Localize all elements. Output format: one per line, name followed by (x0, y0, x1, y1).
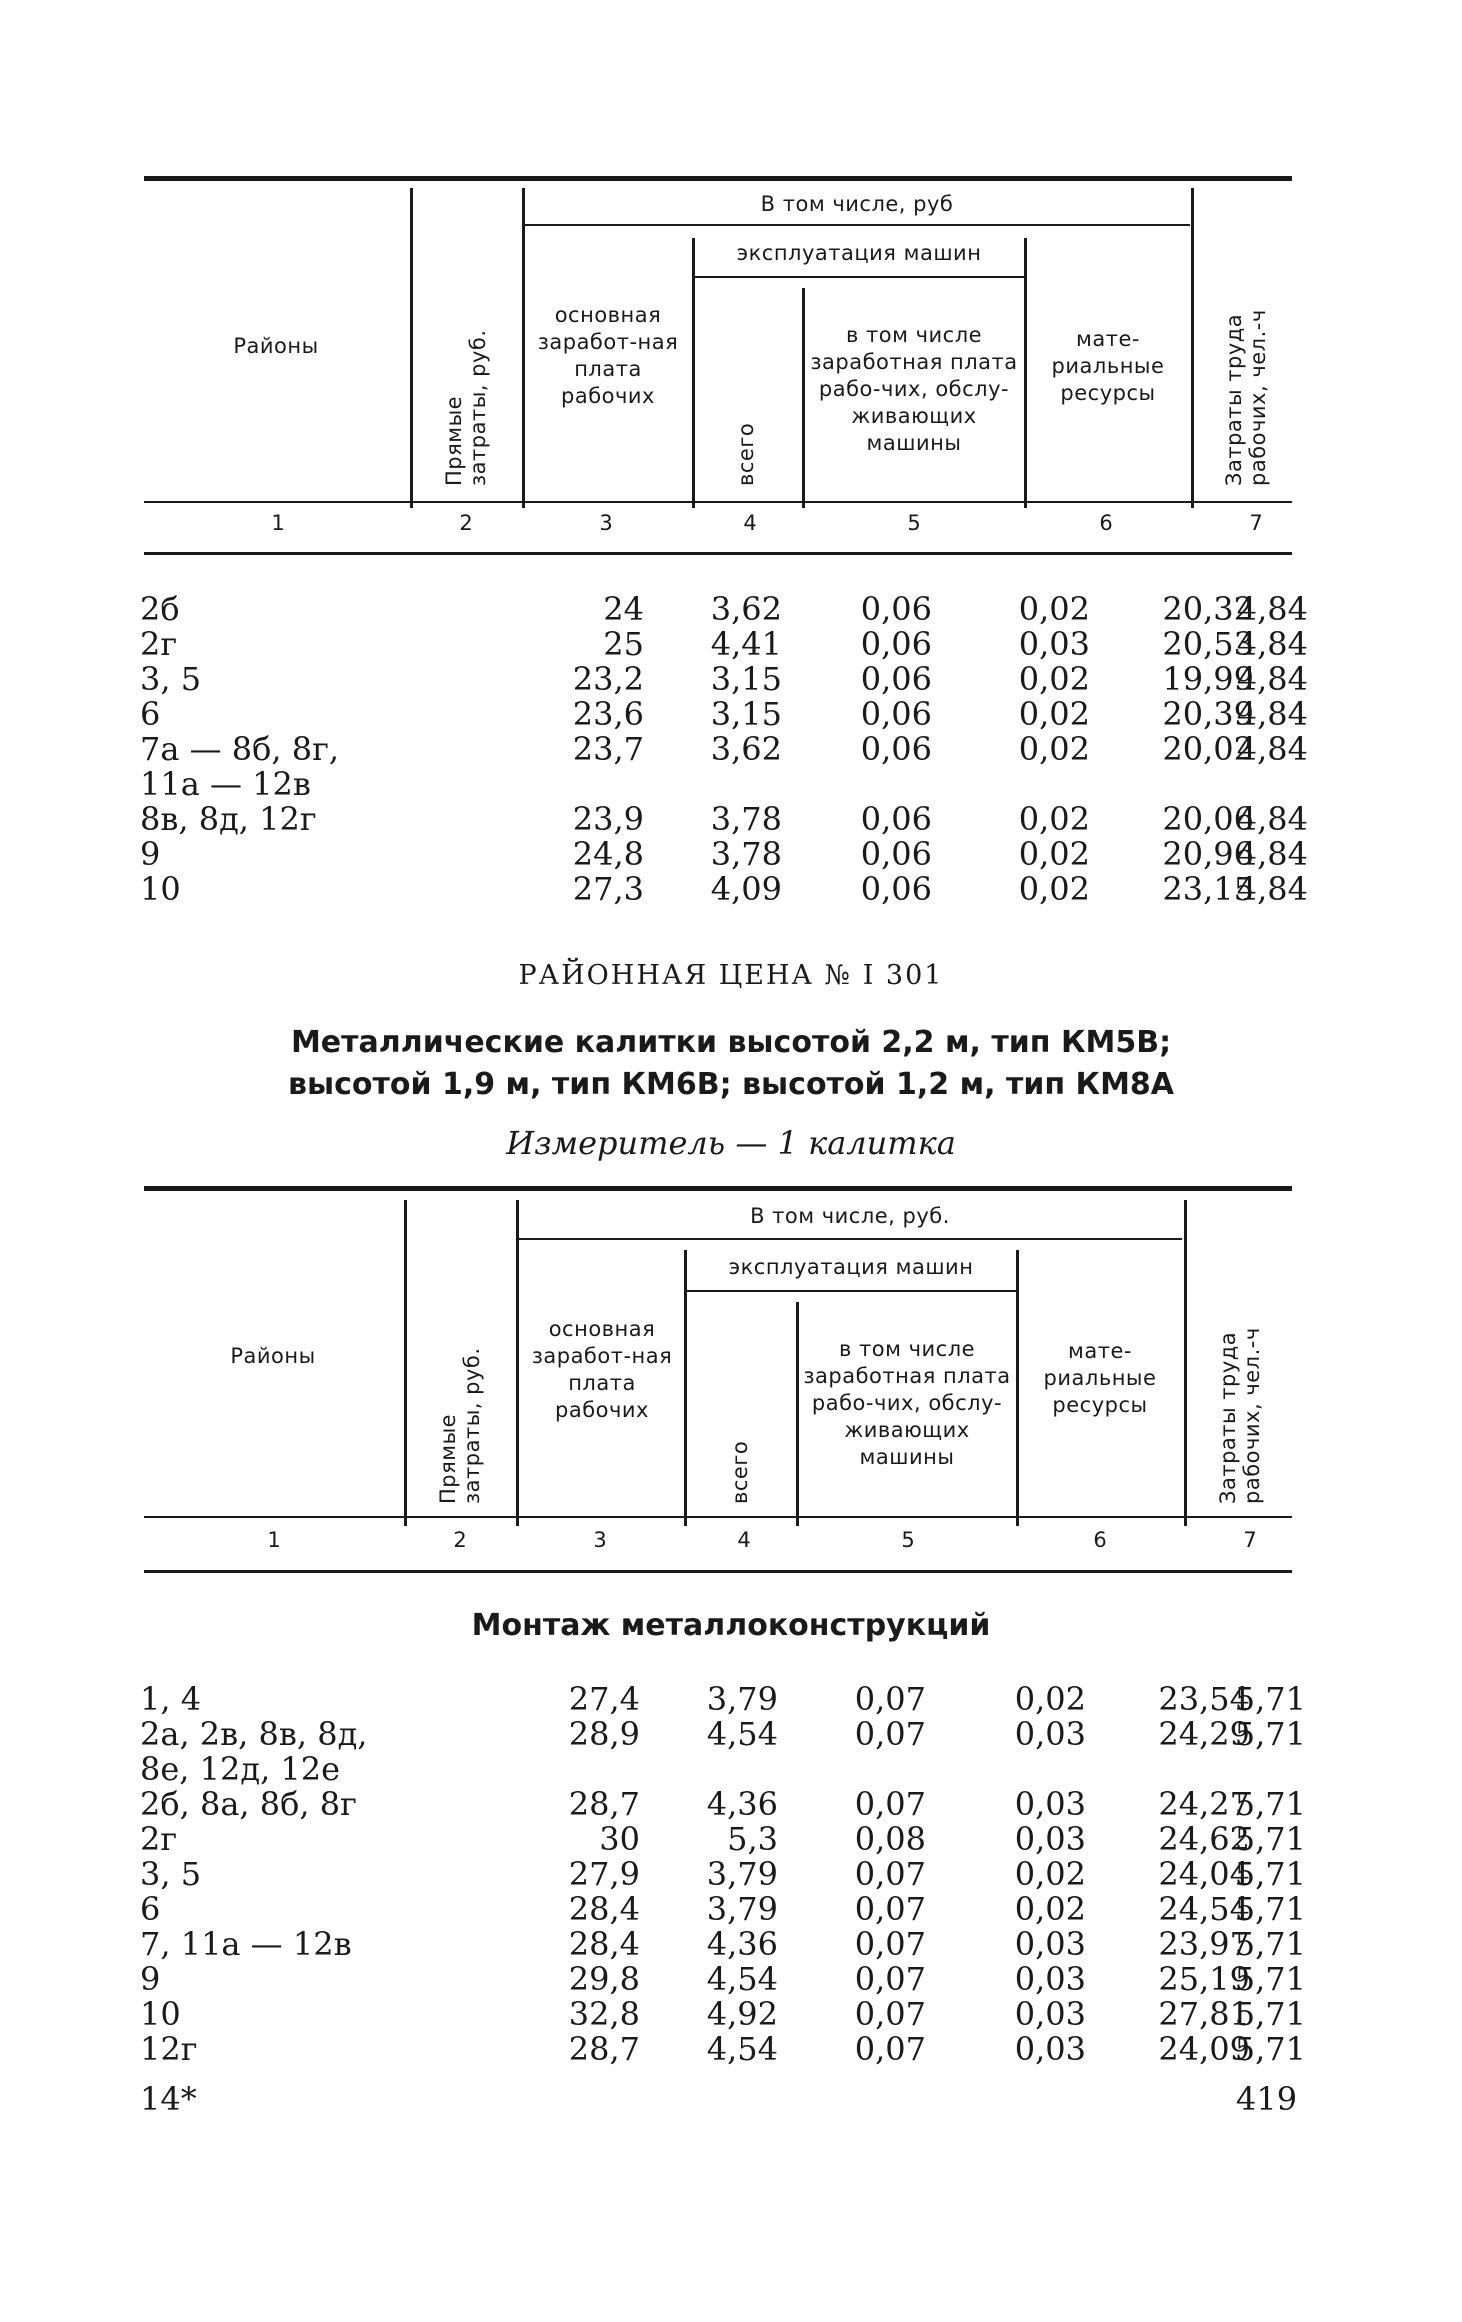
value-cell-c5: 0,02 (1018, 695, 1090, 733)
value-cell-c4: 0,07 (854, 1715, 926, 1753)
value-cell-c4: 0,06 (860, 695, 932, 733)
value-cell-c7: 5,71 (1234, 1680, 1306, 1718)
header-col2-text: Прямые затраты, руб. (442, 329, 490, 486)
header-col7-text: Затраты труда рабочих, чел.-ч (1222, 309, 1270, 486)
header2-num-7: 7 (1243, 1528, 1257, 1552)
value-cell-c6: 20,02 (1162, 730, 1254, 768)
value-cell-c3: 3,15 (710, 660, 782, 698)
value-cell-c2: 30 (599, 1820, 640, 1858)
header2-col7-text: Затраты труда рабочих, чел.-ч (1216, 1327, 1264, 1504)
table-row (140, 625, 1308, 663)
table-row (140, 767, 1300, 802)
value-cell-c5: 0,03 (1014, 2030, 1086, 2068)
value-cell-c2: 28,7 (568, 2030, 640, 2068)
value-cell-c7: 5,71 (1234, 1820, 1306, 1858)
table-row (140, 870, 1308, 908)
value-cell-c6: 20,39 (1162, 695, 1254, 733)
table-row (140, 1680, 1306, 1718)
value-cell-c2: 27,9 (568, 1855, 640, 1893)
header-col4: всего (734, 422, 758, 486)
region-cell: 8в, 8д, 12г (140, 800, 317, 838)
value-cell-c7: 4,84 (1236, 625, 1308, 663)
value-cell-c4: 0,08 (854, 1820, 926, 1858)
header-col3: основная заработ-ная плата рабочих (537, 303, 679, 408)
region-cell: 12г (140, 2030, 198, 2068)
value-cell-c2: 32,8 (568, 1995, 640, 2033)
value-cell-c5: 0,02 (1018, 835, 1090, 873)
value-cell-c3: 4,36 (706, 1925, 778, 1963)
value-cell-c5: 0,02 (1018, 730, 1090, 768)
value-cell-c6: 20,06 (1162, 800, 1254, 838)
header-col1: Районы (233, 333, 319, 358)
value-cell-c2: 28,9 (568, 1715, 640, 1753)
table-row (140, 800, 1308, 838)
value-cell-c5: 0,03 (1018, 625, 1090, 663)
table-row (140, 590, 1308, 628)
value-cell-c3: 3,62 (710, 590, 782, 628)
region-cell: 10 (140, 870, 181, 908)
value-cell-c7: 4,84 (1236, 695, 1308, 733)
value-cell-c3: 3,79 (706, 1855, 778, 1893)
value-cell-c7: 5,71 (1234, 1785, 1306, 1823)
table-row (140, 730, 1308, 768)
header2-group-label: В том числе, руб. (750, 1203, 950, 1228)
header2-col1: Районы (230, 1343, 316, 1368)
value-cell-c2: 28,7 (568, 1785, 640, 1823)
value-cell-c4: 0,07 (854, 1925, 926, 1963)
value-cell-c7: 5,71 (1234, 1715, 1306, 1753)
value-cell-c4: 0,06 (860, 800, 932, 838)
value-cell-c4: 0,06 (860, 835, 932, 873)
value-cell-c2: 27,3 (572, 870, 644, 908)
header-num-6: 6 (1099, 511, 1113, 535)
value-cell-c6: 27,81 (1158, 1995, 1250, 2033)
table-row (140, 1995, 1306, 2033)
header-machines-label: эксплуатация машин (736, 240, 982, 265)
value-cell-c4: 0,06 (860, 625, 932, 663)
value-cell-c7: 4,84 (1236, 835, 1308, 873)
header-col6: мате-риальные ресурсы (1051, 326, 1165, 405)
main-title-line2: высотой 1,9 м, тип КМ6В; высотой 1,2 м, тип КМ8А (287, 1067, 1175, 1102)
value-cell-c5: 0,02 (1018, 590, 1090, 628)
header2-machines-label: эксплуатация машин (728, 1254, 974, 1279)
region-cell: 2б (140, 590, 180, 628)
value-cell-c7: 5,71 (1234, 1890, 1306, 1928)
value-cell-c2: 27,4 (568, 1680, 640, 1718)
value-cell-c5: 0,02 (1018, 870, 1090, 908)
value-cell-c6: 24,09 (1158, 2030, 1250, 2068)
value-cell-c6: 20,32 (1162, 590, 1254, 628)
value-cell-c3: 3,62 (710, 730, 782, 768)
value-cell-c5: 0,03 (1014, 1785, 1086, 1823)
value-cell-c6: 23,54 (1158, 1680, 1250, 1718)
region-cell: 9 (140, 835, 161, 873)
table-row (140, 1960, 1306, 1998)
value-cell-c3: 4,54 (706, 1960, 778, 1998)
value-cell-c4: 0,07 (854, 1680, 926, 1718)
header-num-3: 3 (599, 511, 613, 535)
value-cell-c3: 3,78 (710, 800, 782, 838)
table-row (140, 1890, 1306, 1928)
section-title: Монтаж металлоконструкций (471, 1608, 991, 1643)
value-cell-c3: 3,78 (710, 835, 782, 873)
region-cell: 2а, 2в, 8в, 8д, (140, 1715, 368, 1753)
region-cell: 7, 11а — 12в (140, 1925, 352, 1963)
region-cell: 2г (140, 625, 178, 663)
value-cell-c4: 0,07 (854, 1960, 926, 1998)
value-cell-c6: 25,19 (1158, 1960, 1250, 1998)
header2-num-6: 6 (1093, 1528, 1107, 1552)
value-cell-c7: 4,84 (1236, 870, 1308, 908)
main-title-line1: Металлические калитки высотой 2,2 м, тип КМ5В; (290, 1025, 1172, 1060)
region-cell: 2г (140, 1820, 178, 1858)
region-cell: 2б, 8а, 8б, 8г (140, 1785, 357, 1823)
table-row (140, 1752, 1300, 1787)
price-title: РАЙОННАЯ ЦЕНА № I 301 (518, 960, 944, 991)
table-row (140, 1715, 1306, 1753)
value-cell-c2: 28,4 (568, 1890, 640, 1928)
value-cell-c4: 0,07 (854, 1855, 926, 1893)
table1-header (144, 176, 1292, 556)
header2-col3: основная заработ-ная плата рабочих (531, 1317, 673, 1422)
header-num-5: 5 (907, 511, 921, 535)
value-cell-c3: 4,36 (706, 1785, 778, 1823)
value-cell-c4: 0,06 (860, 660, 932, 698)
value-cell-c2: 23,9 (572, 800, 644, 838)
value-cell-c6: 23,97 (1158, 1925, 1250, 1963)
value-cell-c6: 24,29 (1158, 1715, 1250, 1753)
header-group-label: В том числе, руб (760, 191, 954, 216)
value-cell-c7: 4,84 (1236, 660, 1308, 698)
value-cell-c5: 0,03 (1014, 1995, 1086, 2033)
value-cell-c5: 0,03 (1014, 1960, 1086, 1998)
value-cell-c6: 24,04 (1158, 1855, 1250, 1893)
value-cell-c2: 25 (603, 625, 644, 663)
region-cell: 3, 5 (140, 1855, 202, 1893)
value-cell-c6: 19,99 (1162, 660, 1254, 698)
value-cell-c7: 4,84 (1236, 800, 1308, 838)
header2-num-1: 1 (267, 1528, 281, 1552)
value-cell-c6: 24,54 (1158, 1890, 1250, 1928)
value-cell-c3: 4,92 (706, 1995, 778, 2033)
value-cell-c2: 23,7 (572, 730, 644, 768)
value-cell-c7: 5,71 (1234, 1855, 1306, 1893)
value-cell-c7: 4,84 (1236, 590, 1308, 628)
value-cell-c4: 0,07 (854, 1785, 926, 1823)
table1-body (140, 590, 1308, 908)
value-cell-c7: 5,71 (1234, 1960, 1306, 1998)
header2-col2-text: Прямые затраты, руб. (436, 1347, 484, 1504)
value-cell-c3: 3,79 (706, 1680, 778, 1718)
value-cell-c5: 0,02 (1018, 800, 1090, 838)
region-cell: 1, 4 (140, 1680, 202, 1718)
value-cell-c7: 5,71 (1234, 1995, 1306, 2033)
value-cell-c3: 4,54 (706, 2030, 778, 2068)
value-cell-c2: 23,6 (572, 695, 644, 733)
value-cell-c7: 5,71 (1234, 2030, 1306, 2068)
region-cell: 11а — 12в (140, 765, 311, 803)
value-cell-c5: 0,02 (1014, 1855, 1086, 1893)
table-row (140, 1785, 1306, 1823)
value-cell-c3: 4,41 (710, 625, 782, 663)
value-cell-c2: 28,4 (568, 1925, 640, 1963)
value-cell-c3: 4,54 (706, 1715, 778, 1753)
value-cell-c6: 24,62 (1158, 1820, 1250, 1858)
table-row (140, 660, 1308, 698)
value-cell-c6: 24,27 (1158, 1785, 1250, 1823)
table2-header (144, 1186, 1292, 1576)
header-num-2: 2 (459, 511, 473, 535)
unit-of-measure: Измеритель — 1 калитка (506, 1124, 956, 1162)
header2-num-3: 3 (593, 1528, 607, 1552)
table-row (140, 1925, 1306, 1963)
value-cell-c2: 24,8 (572, 835, 644, 873)
table-row (140, 835, 1308, 873)
region-cell: 6 (140, 695, 161, 733)
header2-col2 (436, 1244, 484, 1504)
header2-col7 (1216, 1244, 1264, 1504)
value-cell-c4: 0,07 (854, 1890, 926, 1928)
value-cell-c6: 23,15 (1162, 870, 1254, 908)
value-cell-c2: 24 (603, 590, 644, 628)
header-col7 (1222, 226, 1270, 486)
region-cell: 3, 5 (140, 660, 202, 698)
value-cell-c7: 4,84 (1236, 730, 1308, 768)
region-cell: 8е, 12д, 12е (140, 1750, 341, 1788)
page-number: 419 (1236, 2080, 1298, 2118)
table-row (140, 695, 1308, 733)
signature-mark: 14* (140, 2080, 197, 2118)
value-cell-c3: 4,09 (710, 870, 782, 908)
value-cell-c5: 0,03 (1014, 1820, 1086, 1858)
table-row (140, 2030, 1306, 2068)
region-cell: 10 (140, 1995, 181, 2033)
value-cell-c3: 3,79 (706, 1890, 778, 1928)
value-cell-c4: 0,07 (854, 2030, 926, 2068)
header2-num-4: 4 (737, 1528, 751, 1552)
value-cell-c2: 29,8 (568, 1960, 640, 1998)
table-row (140, 1855, 1306, 1893)
value-cell-c5: 0,03 (1014, 1715, 1086, 1753)
table2-body (140, 1680, 1306, 2068)
region-cell: 9 (140, 1960, 161, 1998)
header-num-7: 7 (1249, 511, 1263, 535)
value-cell-c4: 0,06 (860, 590, 932, 628)
value-cell-c5: 0,03 (1014, 1925, 1086, 1963)
value-cell-c4: 0,07 (854, 1995, 926, 2033)
header-num-4: 4 (743, 511, 757, 535)
value-cell-c3: 3,15 (710, 695, 782, 733)
header2-col5: в том числе заработная плата рабо-чих, обслу-живающих машины (803, 1336, 1011, 1469)
table-row (140, 1820, 1306, 1858)
value-cell-c7: 5,71 (1234, 1925, 1306, 1963)
region-cell: 6 (140, 1890, 161, 1928)
region-cell: 7а — 8б, 8г, (140, 730, 340, 768)
header-num-1: 1 (271, 511, 285, 535)
value-cell-c6: 20,96 (1162, 835, 1254, 873)
value-cell-c5: 0,02 (1014, 1680, 1086, 1718)
header-col5: в том числе заработная плата рабо-чих, обслу-живающих машины (810, 322, 1018, 455)
header2-col4: всего (728, 1440, 752, 1504)
header2-num-2: 2 (453, 1528, 467, 1552)
value-cell-c5: 0,02 (1014, 1890, 1086, 1928)
value-cell-c6: 20,53 (1162, 625, 1254, 663)
header2-num-5: 5 (901, 1528, 915, 1552)
header-col2 (442, 226, 490, 486)
value-cell-c4: 0,06 (860, 870, 932, 908)
value-cell-c2: 23,2 (572, 660, 644, 698)
value-cell-c4: 0,06 (860, 730, 932, 768)
value-cell-c5: 0,02 (1018, 660, 1090, 698)
value-cell-c3: 5,3 (727, 1820, 778, 1858)
header2-col6: мате-риальные ресурсы (1043, 1338, 1157, 1417)
